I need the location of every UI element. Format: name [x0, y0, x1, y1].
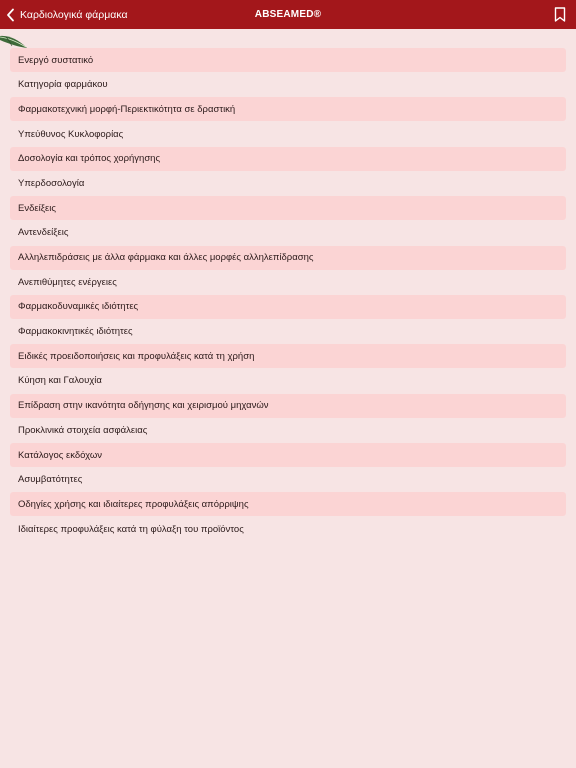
list-item-label: Φαρμακοτεχνική μορφή-Περιεκτικότητα σε δραστική — [18, 103, 236, 115]
list-item[interactable] — [10, 394, 566, 418]
back-button[interactable] — [6, 0, 128, 29]
list-item-label: Δοσολογία και τρόπος χορήγησης — [18, 153, 161, 165]
list-item[interactable] — [10, 246, 566, 270]
list-item-label: Φαρμακοδυναμικές ιδιότητες — [18, 301, 139, 313]
list-item[interactable] — [10, 221, 566, 245]
list-item[interactable] — [10, 73, 566, 97]
list-item-label: Ενδείξεις — [18, 202, 56, 214]
list-item-label: Ανεπιθύμητες ενέργειες — [18, 276, 117, 288]
navigation-bar — [0, 0, 576, 29]
list-item[interactable] — [10, 418, 566, 442]
list-item[interactable] — [10, 369, 566, 393]
list-item[interactable] — [10, 344, 566, 368]
list-item-label: Φαρμακοκινητικές ιδιότητες — [18, 326, 133, 338]
list-item[interactable] — [10, 443, 566, 467]
bookmark-icon[interactable] — [554, 7, 566, 22]
list-item[interactable] — [10, 48, 566, 72]
chevron-left-icon — [6, 8, 16, 22]
list-item[interactable] — [10, 147, 566, 171]
list-item-label: Ειδικές προειδοποιήσεις και προφυλάξεις κατά τη χρήση — [18, 350, 255, 362]
list-item[interactable] — [10, 320, 566, 344]
list-item-label: Αντενδείξεις — [18, 227, 69, 239]
list-item[interactable] — [10, 97, 566, 121]
list-item[interactable] — [10, 122, 566, 146]
list-item-label: Επίδραση στην ικανότητα οδήγησης και χειρισμού μηχανών — [18, 400, 269, 412]
page-title: ABSEAMED® — [254, 9, 322, 20]
list-item-label: Κατηγορία φαρμάκου — [18, 79, 108, 91]
list-item-label: Υπεύθυνος Κυκλοφορίας — [18, 128, 124, 140]
list-item-label: Υπερδοσολογία — [18, 177, 85, 189]
list-item[interactable] — [10, 468, 566, 492]
list-item-label: Αλληλεπιδράσεις με άλλα φάρμακα και άλλες μορφές αλληλεπίδρασης — [18, 252, 314, 263]
list-item-label: Ιδιαίτερες προφυλάξεις κατά τη φύλαξη του προϊόντος — [18, 523, 244, 535]
list-item[interactable] — [10, 270, 566, 294]
list-item[interactable] — [10, 295, 566, 319]
list-item-label: Ασυμβατότητες — [18, 474, 83, 486]
list-item[interactable] — [10, 171, 566, 195]
list-item-label: Προκλινικά στοιχεία ασφάλειας — [18, 424, 148, 436]
list-item-label: Κατάλογος εκδόχων — [18, 449, 103, 461]
list-item[interactable] — [10, 492, 566, 516]
list-item-label: Οδηγίες χρήσης και ιδιαίτερες προφυλάξεις απόρριψης — [18, 498, 249, 510]
list-item-label: Κύηση και Γαλουχία — [18, 375, 102, 387]
section-list — [10, 48, 566, 542]
list-item[interactable] — [10, 517, 566, 541]
back-button-label: Καρδιολογικά φάρμακα — [20, 8, 128, 21]
list-item[interactable] — [10, 196, 566, 220]
list-item-label: Ενεργό συστατικό — [18, 54, 94, 66]
